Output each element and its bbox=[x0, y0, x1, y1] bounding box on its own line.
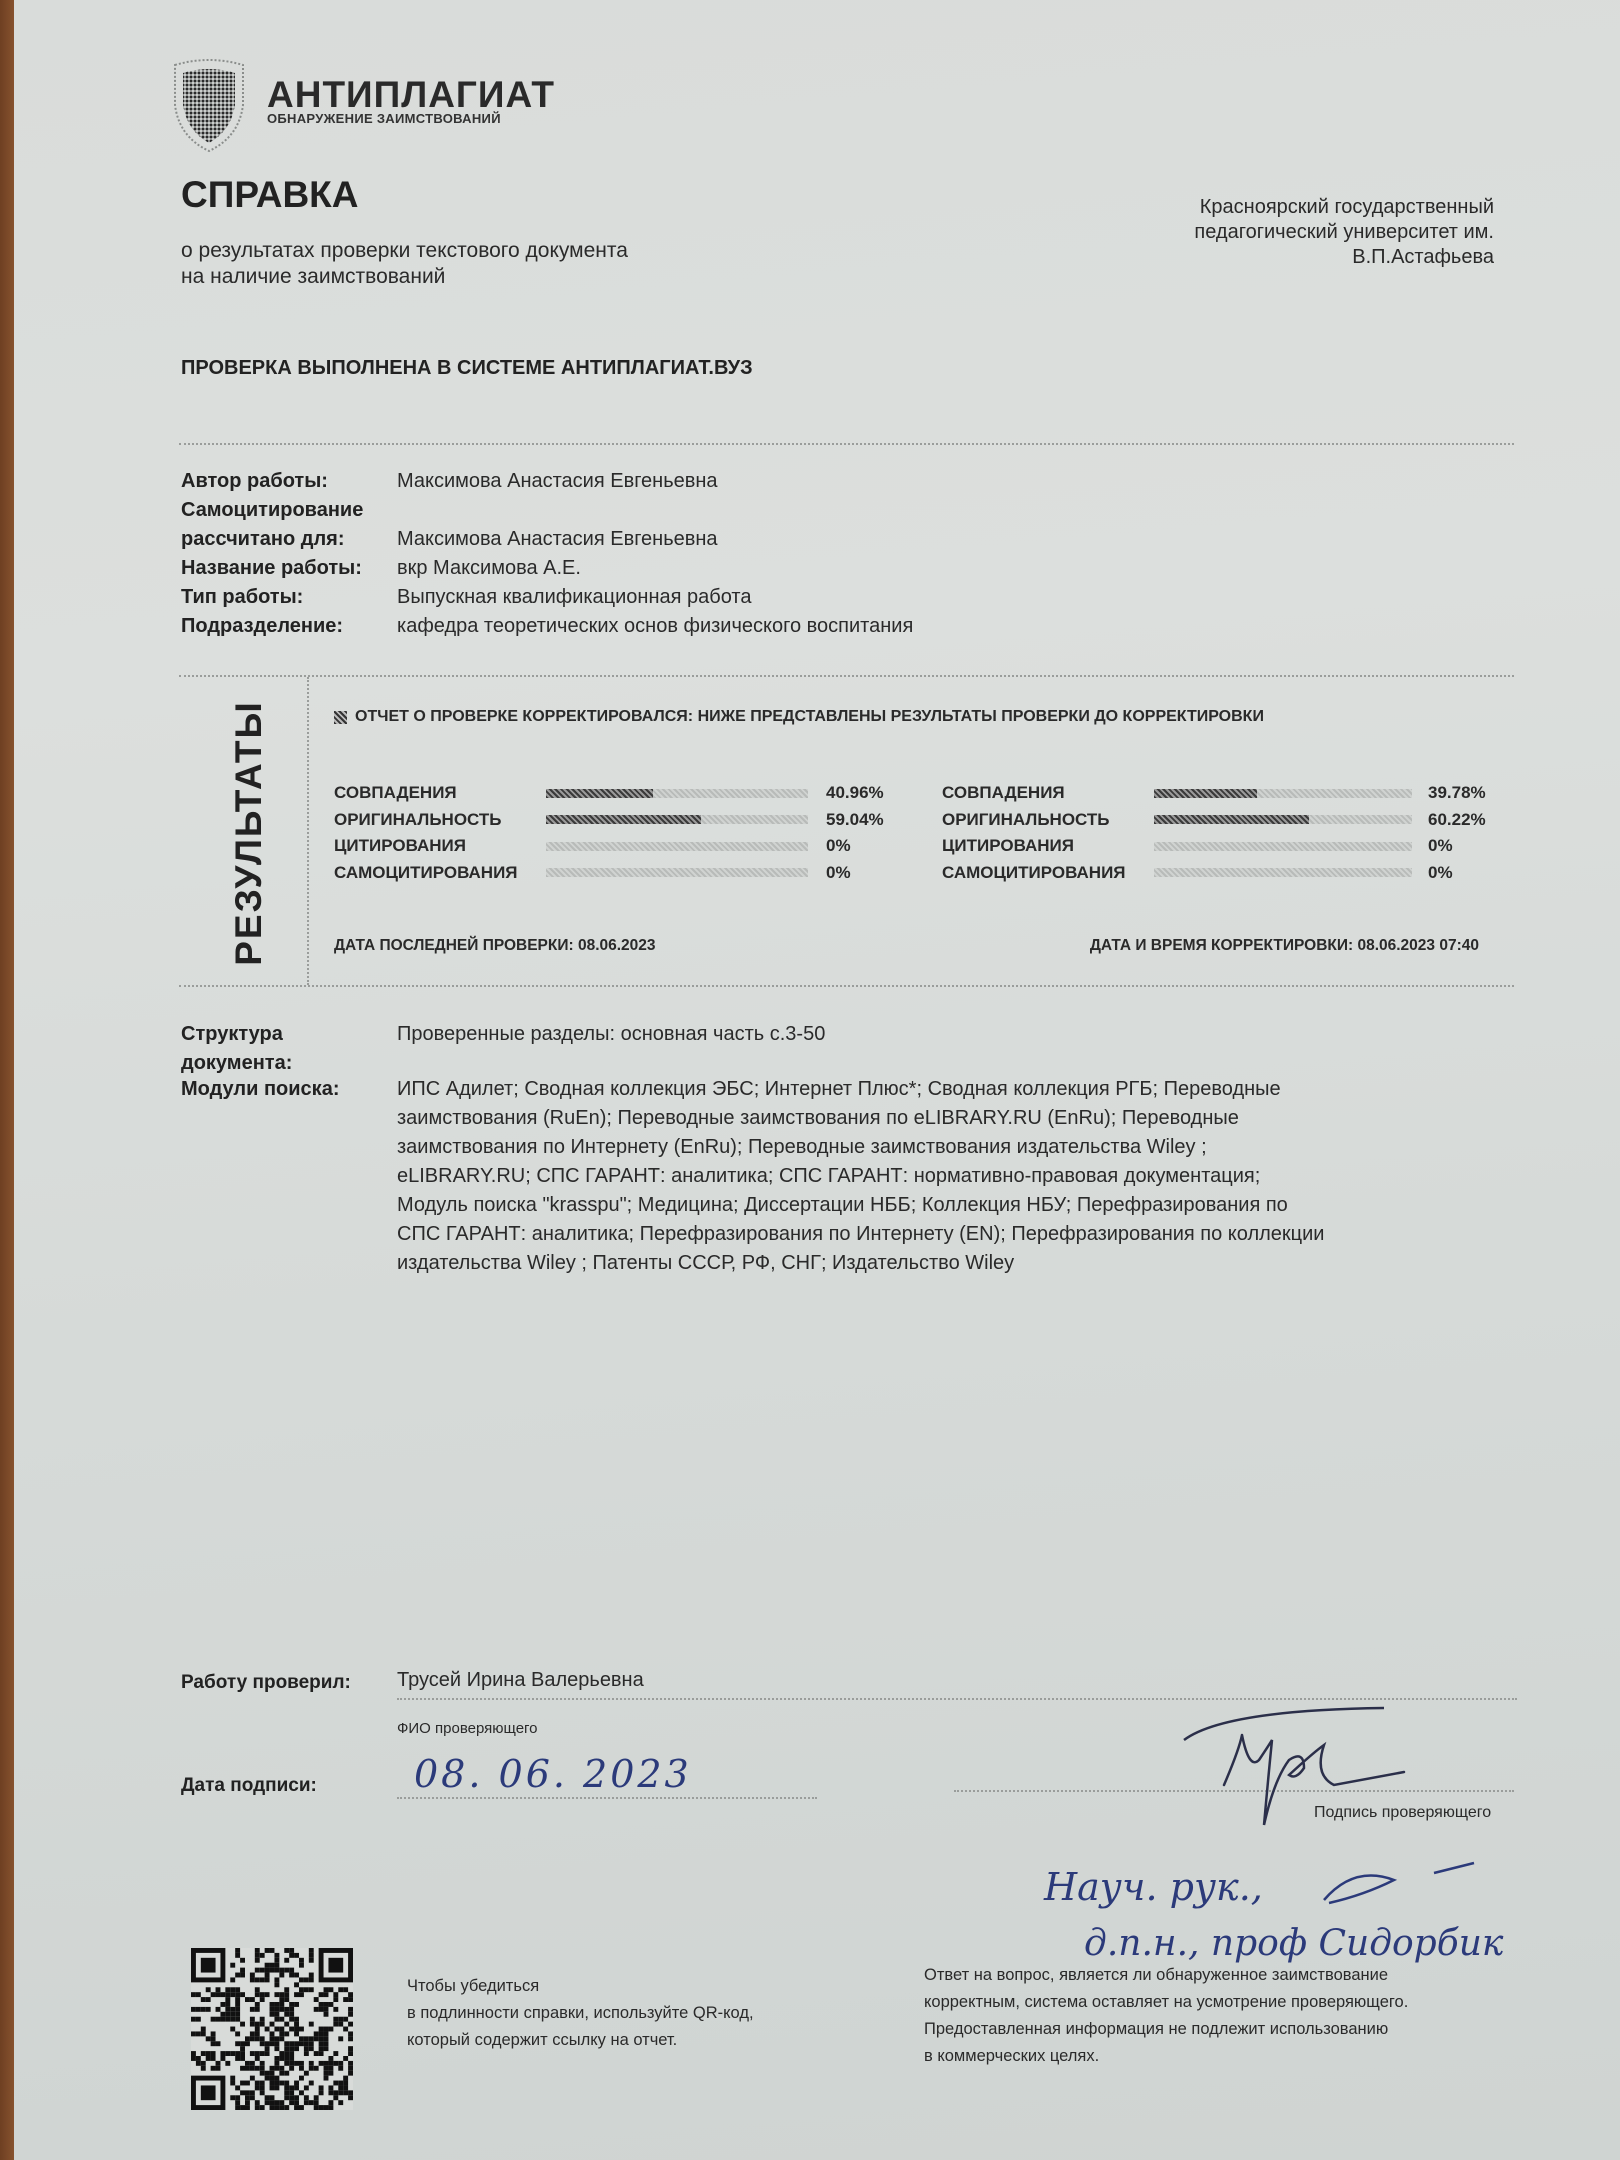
info-label: Автор работы: bbox=[181, 470, 328, 492]
info-row bbox=[181, 496, 913, 525]
handwritten-note-line: Науч. рук., bbox=[1044, 1865, 1263, 1909]
sign-date-line bbox=[397, 1797, 817, 1799]
metric-row bbox=[334, 807, 896, 834]
checked-by-value: Трусей Ирина Валерьевна bbox=[397, 1669, 644, 1691]
search-details bbox=[181, 1020, 1521, 1278]
system-line: ПРОВЕРКА ВЫПОЛНЕНА В СИСТЕМЕ АНТИПЛАГИАТ.ВУЗ bbox=[181, 357, 753, 379]
document-subtitle bbox=[181, 238, 628, 290]
metric-value: 60.22% bbox=[1428, 809, 1486, 829]
disclaimer-line: Ответ на вопрос, является ли обнаруженное заимствование bbox=[924, 1966, 1389, 1984]
metric-label: САМОЦИТИРОВАНИЯ bbox=[334, 862, 518, 882]
sign-date-label: Дата подписи: bbox=[181, 1775, 317, 1796]
disclaimer-line: Предоставленная информация не подлежит использованию bbox=[924, 2020, 1389, 2038]
metric-bar-fill bbox=[1154, 789, 1257, 798]
metric-bar bbox=[546, 868, 808, 877]
results-section-label bbox=[194, 699, 304, 966]
modules-line: СПС ГАРАНТ: аналитика; Перефразирования по Интернету (EN); Перефразирования по коллекции bbox=[397, 1223, 1325, 1245]
correction-datetime: ДАТА И ВРЕМЯ КОРРЕКТИРОВКИ: 08.06.2023 07:40 bbox=[1089, 937, 1479, 954]
signature-caption: Подпись проверяющего bbox=[1314, 1804, 1492, 1821]
info-value: Максимова Анастасия Евгеньевна bbox=[397, 470, 718, 492]
modules-line: Модуль поиска "krasspu"; Медицина; Диссертации НББ; Коллекция НБУ; Перефразирования по bbox=[397, 1194, 1288, 1216]
disclaimer bbox=[924, 1962, 1524, 2070]
document-title: СПРАВКА bbox=[181, 174, 359, 215]
metric-value: 0% bbox=[1428, 862, 1453, 882]
organization-name bbox=[1194, 195, 1494, 270]
results-top-border bbox=[179, 675, 1514, 677]
org-line: В.П.Астафьева bbox=[1352, 246, 1494, 268]
metric-row bbox=[334, 860, 896, 887]
metric-bar-fill bbox=[546, 789, 653, 798]
structure-label bbox=[181, 1020, 397, 1078]
qr-instructions bbox=[407, 1973, 754, 2054]
disclaimer-line: корректным, система оставляет на усмотрение проверяющего. bbox=[924, 1993, 1409, 2011]
qr-text-line: в подлинности справки, используйте QR-код, bbox=[407, 2004, 754, 2022]
structure-row bbox=[181, 1020, 1521, 1078]
results-bottom-border bbox=[179, 985, 1514, 987]
brand-tagline: ОБНАРУЖЕНИЕ ЗАИМСТВОВАНИЙ bbox=[267, 111, 501, 126]
handwritten-note-line: д.п.н., проф Сидорбик bbox=[1084, 1923, 1504, 1964]
metric-bar-fill bbox=[1154, 815, 1309, 824]
modules-line: издательства Wiley ; Патенты СССР, РФ, СНГ; Издательство Wiley bbox=[397, 1252, 1015, 1274]
info-value: вкр Максимова А.Е. bbox=[397, 557, 581, 579]
modules-value bbox=[397, 1075, 1517, 1278]
fio-caption: ФИО проверяющего bbox=[397, 1720, 538, 1737]
info-label: Название работы: bbox=[181, 557, 362, 579]
metric-bar bbox=[1154, 842, 1412, 851]
signature-scribble-icon bbox=[1164, 1690, 1464, 1850]
metric-bar bbox=[546, 842, 808, 851]
metric-bar bbox=[1154, 868, 1412, 877]
results-before bbox=[334, 780, 896, 886]
info-label: Тип работы: bbox=[181, 586, 304, 608]
modules-line: заимствования (RuEn); Переводные заимствования по eLIBRARY.RU (EnRu); Переводные bbox=[397, 1107, 1239, 1129]
metric-bar bbox=[1154, 815, 1412, 824]
org-line: педагогический университет им. bbox=[1194, 221, 1494, 243]
metric-value: 39.78% bbox=[1428, 783, 1486, 802]
metric-label: ЦИТИРОВАНИЯ bbox=[942, 836, 1074, 855]
info-row bbox=[181, 467, 913, 496]
info-value: Максимова Анастасия Евгеньевна bbox=[397, 528, 718, 550]
handwritten-note bbox=[1034, 1855, 1594, 1975]
qr-text-line: который содержит ссылку на отчет. bbox=[407, 2031, 678, 2049]
checked-by-label: Работу проверил: bbox=[181, 1672, 351, 1693]
metric-label: САМОЦИТИРОВАНИЯ bbox=[942, 862, 1126, 882]
brand-name: АНТИПЛАГИАТ bbox=[267, 74, 555, 115]
info-row bbox=[181, 583, 913, 612]
metric-bar-fill bbox=[546, 815, 701, 824]
info-label: Самоцитирование bbox=[181, 499, 364, 521]
divider bbox=[179, 443, 1514, 445]
results-after bbox=[942, 780, 1498, 886]
notice-square-icon bbox=[334, 711, 347, 724]
info-row bbox=[181, 554, 913, 583]
certificate-page bbox=[14, 0, 1620, 2160]
structure-label-line: Структура bbox=[181, 1023, 283, 1045]
info-row bbox=[181, 612, 913, 641]
metric-value: 59.04% bbox=[826, 809, 884, 829]
info-label: Подразделение: bbox=[181, 615, 344, 637]
metric-label: ОРИГИНАЛЬНОСТЬ bbox=[334, 809, 502, 829]
modules-line: заимствования по Интернету (EnRu); Переводные заимствования издательства Wiley ; bbox=[397, 1136, 1207, 1158]
metric-value: 0% bbox=[826, 862, 851, 882]
sign-date-handwritten: 08. 06. 2023 bbox=[414, 1752, 692, 1796]
metric-bar bbox=[1154, 789, 1412, 798]
metric-row bbox=[334, 833, 896, 860]
metric-value: 40.96% bbox=[826, 783, 884, 802]
structure-value: Проверенные разделы: основная часть с.3-50 bbox=[397, 1023, 826, 1045]
modules-row bbox=[181, 1075, 1521, 1278]
subtitle-line: на наличие заимствований bbox=[181, 265, 446, 288]
disclaimer-line: в коммерческих целях. bbox=[924, 2047, 1100, 2065]
metric-row bbox=[334, 780, 896, 807]
metric-bar bbox=[546, 789, 808, 798]
qr-code-icon[interactable] bbox=[191, 1948, 353, 2110]
info-value: кафедра теоретических основ физического воспитания bbox=[397, 615, 914, 637]
modules-label: Модули поиска: bbox=[181, 1078, 340, 1100]
metric-row bbox=[942, 860, 1498, 887]
metric-value: 0% bbox=[1428, 836, 1453, 855]
qr-text-line: Чтобы убедиться bbox=[407, 1977, 540, 1995]
notice-text: ОТЧЕТ О ПРОВЕРКЕ КОРРЕКТИРОВАЛСЯ: НИЖЕ ПРЕДСТАВЛЕНЫ РЕЗУЛЬТАТЫ ПРОВЕРКИ ДО КОРРЕКТИРОВКИ bbox=[355, 708, 1264, 725]
org-line: Красноярский государственный bbox=[1199, 196, 1494, 218]
metric-row bbox=[942, 833, 1498, 860]
results-divider bbox=[307, 677, 309, 985]
metric-row bbox=[942, 780, 1498, 807]
work-info bbox=[181, 467, 913, 641]
results-label-text: РЕЗУЛЬТАТЫ bbox=[228, 699, 269, 966]
correction-notice bbox=[334, 708, 1264, 726]
info-row bbox=[181, 525, 913, 554]
info-label: рассчитано для: bbox=[181, 528, 345, 550]
metric-label: СОВПАДЕНИЯ bbox=[334, 783, 457, 802]
metric-row bbox=[942, 807, 1498, 834]
last-check-date: ДАТА ПОСЛЕДНЕЙ ПРОВЕРКИ: 08.06.2023 bbox=[334, 937, 656, 954]
subtitle-line: о результатах проверки текстового документа bbox=[181, 239, 628, 262]
modules-line: ИПС Адилет; Сводная коллекция ЭБС; Интернет Плюс*; Сводная коллекция РГБ; Переводные bbox=[397, 1078, 1281, 1100]
info-value: Выпускная квалификационная работа bbox=[397, 586, 752, 608]
structure-label-line: документа: bbox=[181, 1052, 293, 1074]
metric-value: 0% bbox=[826, 836, 851, 855]
metric-label: ЦИТИРОВАНИЯ bbox=[334, 836, 466, 855]
shield-icon bbox=[169, 55, 249, 155]
metric-label: ОРИГИНАЛЬНОСТЬ bbox=[942, 809, 1110, 829]
metric-bar bbox=[546, 815, 808, 824]
metric-label: СОВПАДЕНИЯ bbox=[942, 783, 1065, 802]
modules-line: eLIBRARY.RU; СПС ГАРАНТ: аналитика; СПС ГАРАНТ: нормативно-правовая документация; bbox=[397, 1165, 1261, 1187]
